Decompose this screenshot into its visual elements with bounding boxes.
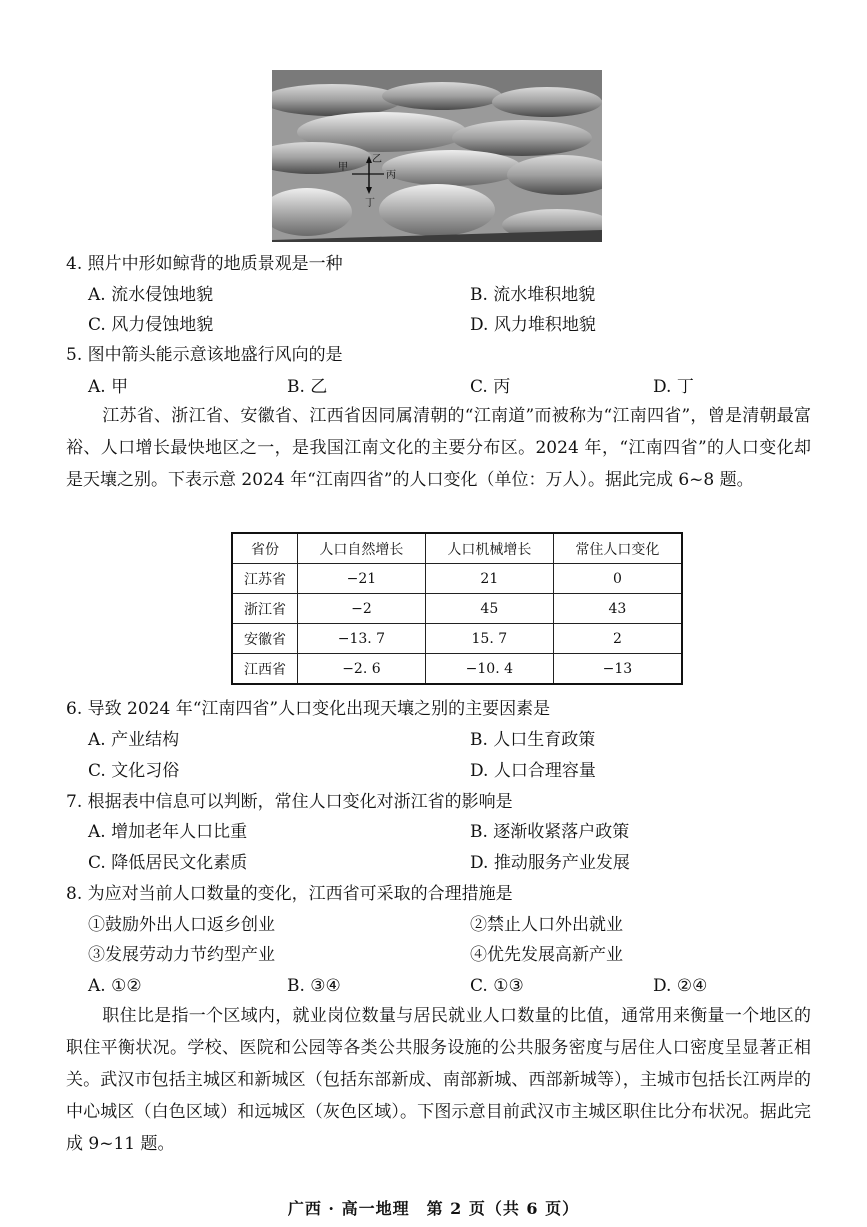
q8-option-c: C. ①③ [470, 976, 524, 996]
table-cell: 0 [553, 564, 682, 594]
passage-wuhan-text: 职住比是指一个区域内，就业岗位数量与居民就业人口数量的比值，通常用来衡量一个地区的职住平衡状况。学校、医院和公园等各类公共服务设施的公共服务密度与居住人口密度呈显著正相关。武汉市包括主城区和新城区（包括东部新成、南部新城、西部新城等），主城市包括长江两岸的中心城区（白色区域）和远城区（灰色区域）。下图示意目前武汉市主城区职住比分布状况。据此完成 9~11 题。 [66, 1006, 811, 1154]
table-row [232, 564, 682, 594]
q4-option-c: C. 风力侵蚀地貌 [88, 315, 214, 335]
table-cell: 21 [425, 564, 553, 594]
table-cell: −2. 6 [297, 654, 425, 685]
q8-option-a: A. ①② [88, 976, 142, 996]
table-cell: 15. 7 [425, 624, 553, 654]
q4-option-b: B. 流水堆积地貌 [470, 285, 596, 305]
marker-yi: 乙 [372, 154, 382, 165]
q6-option-a: A. 产业结构 [88, 730, 180, 750]
passage-wuhan [66, 1000, 811, 1160]
q4-option-a: A. 流水侵蚀地貌 [88, 285, 214, 305]
table-cell: 2 [553, 624, 682, 654]
page-footer: 广西 · 高一地理 第 2 页（共 6 页） [287, 1199, 580, 1218]
population-table [231, 532, 683, 685]
table-row [232, 594, 682, 624]
q4-option-d: D. 风力堆积地貌 [470, 315, 596, 335]
q8-item-2: ②禁止人口外出就业 [470, 915, 623, 935]
table-cell: 43 [553, 594, 682, 624]
table-cell: 安徽省 [232, 624, 297, 654]
table-header: 省份 [232, 533, 297, 564]
q7-option-b: B. 逐渐收紧落户政策 [470, 822, 630, 842]
q6-option-c: C. 文化习俗 [88, 761, 180, 781]
passage-jiangnan [66, 400, 811, 496]
table-row [232, 624, 682, 654]
passage-jiangnan-text: 江苏省、浙江省、安徽省、江西省因同属清朝的“江南道”而被称为“江南四省”，曾是清朝最富裕、人口增长最快地区之一，是我国江南文化的主要分布区。2024 年，“江南四省”的人口变化却是天壤之别。下表示意 2024 年“江南四省”的人口变化（单位：万人）。据此完成 6~8 题。 [66, 406, 811, 490]
table-cell: −13. 7 [297, 624, 425, 654]
q5-option-d: D. 丁 [653, 377, 694, 397]
table-cell: 浙江省 [232, 594, 297, 624]
table-header: 人口机械增长 [425, 533, 553, 564]
table-header: 常住人口变化 [553, 533, 682, 564]
q8-stem: 8. 为应对当前人口数量的变化，江西省可采取的合理措施是 [66, 884, 513, 904]
marker-bing: 丙 [386, 170, 396, 181]
table-cell: −2 [297, 594, 425, 624]
q8-item-3: ③发展劳动力节约型产业 [88, 945, 275, 965]
table-cell: 江苏省 [232, 564, 297, 594]
q8-item-1: ①鼓励外出人口返乡创业 [88, 915, 275, 935]
marker-jia: 甲 [338, 162, 348, 173]
q7-stem: 7. 根据表中信息可以判断，常住人口变化对浙江省的影响是 [66, 792, 513, 812]
q8-option-d: D. ②④ [653, 976, 708, 996]
table-cell: 江西省 [232, 654, 297, 685]
table-cell: −13 [553, 654, 682, 685]
q8-option-b: B. ③④ [287, 976, 341, 996]
q7-option-a: A. 增加老年人口比重 [88, 822, 248, 842]
table-row [232, 654, 682, 685]
q5-option-c: C. 丙 [470, 377, 511, 397]
q7-option-d: D. 推动服务产业发展 [470, 853, 630, 873]
q6-option-d: D. 人口合理容量 [470, 761, 596, 781]
table-header: 人口自然增长 [297, 533, 425, 564]
table-cell: −21 [297, 564, 425, 594]
q5-stem: 5. 图中箭头能示意该地盛行风向的是 [66, 345, 343, 365]
table-cell: −10. 4 [425, 654, 553, 685]
q7-option-c: C. 降低居民文化素质 [88, 853, 248, 873]
q5-option-a: A. 甲 [88, 377, 129, 397]
table-cell: 45 [425, 594, 553, 624]
q4-stem: 4. 照片中形如鲸背的地质景观是一种 [66, 254, 343, 274]
q6-stem: 6. 导致 2024 年“江南四省”人口变化出现天壤之别的主要因素是 [66, 699, 551, 719]
yardang-photo [272, 70, 602, 242]
q6-option-b: B. 人口生育政策 [470, 730, 596, 750]
q5-option-b: B. 乙 [287, 377, 328, 397]
marker-ding: 丁 [365, 198, 375, 209]
table-header-row [232, 533, 682, 564]
q8-item-4: ④优先发展高新产业 [470, 945, 623, 965]
